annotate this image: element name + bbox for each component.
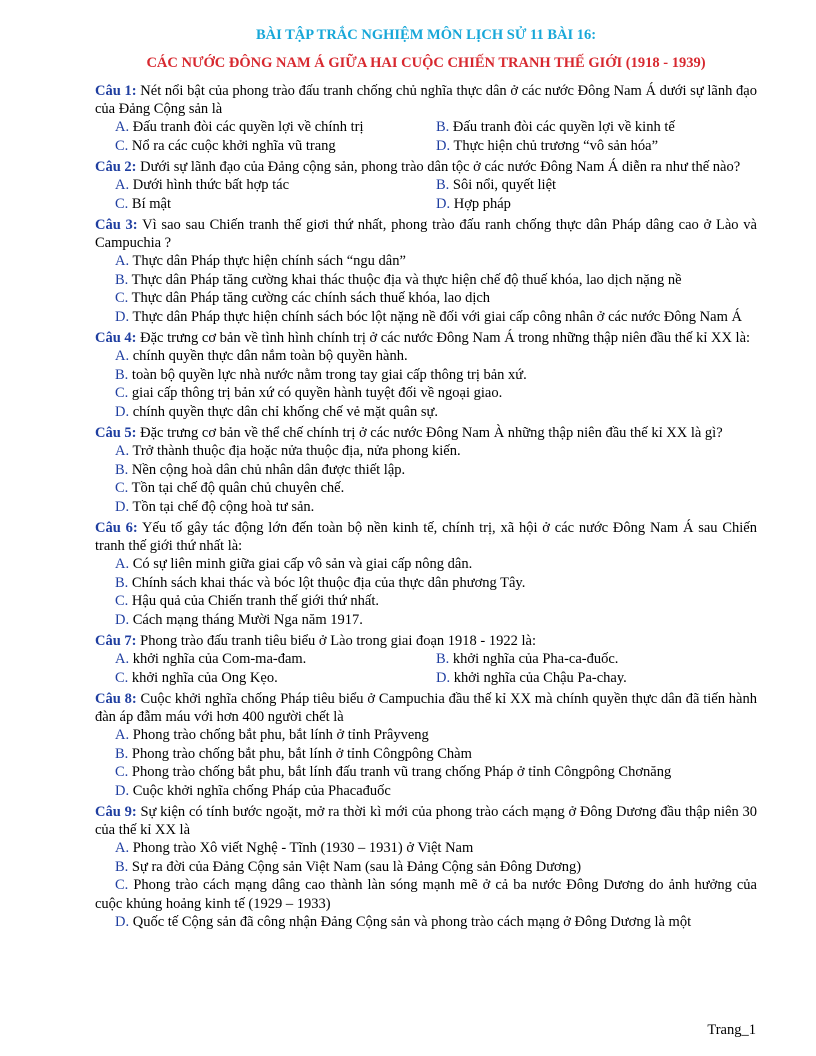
options-row (95, 195, 757, 214)
option-letter: D. (436, 137, 451, 154)
question-6 (95, 519, 757, 555)
options-row (95, 650, 757, 669)
options-row (95, 118, 757, 137)
option-a (95, 726, 757, 745)
option-text: Phong trào chống bắt phu, bắt lính ở tỉnh Côngpông Chàm (128, 745, 472, 762)
options-row (95, 176, 757, 195)
option-text: Thực dân Pháp thực hiện chính sách “ngu dân” (129, 253, 406, 269)
question-label: Câu 1: (95, 83, 137, 99)
option-text: Thực dân Pháp tăng cường khai thác thuộc địa và thực hiện chế độ thuế khóa, lao dịch nặng nề (128, 271, 682, 288)
option-letter: A. (115, 651, 130, 667)
option-d (95, 782, 757, 801)
option-text: chính quyền thực dân chỉ khống chế vẻ mặt quân sự. (129, 403, 438, 420)
option-letter: D. (436, 195, 451, 212)
option-text: Thực hiện chủ trương “vô sản hóa” (450, 137, 659, 154)
option-text: Thực dân Pháp thực hiện chính sách bóc lột nặng nề đối với giai cấp công nhân ở các nước Đông Nam Á (129, 308, 742, 325)
option-letter: D. (115, 403, 130, 420)
option-letter: C. (115, 195, 129, 212)
question-label: Câu 7: (95, 633, 137, 649)
option-letter: B. (115, 858, 129, 875)
document-title: BÀI TẬP TRẮC NGHIỆM MÔN LỊCH SỬ 11 BÀI 16: (255, 27, 597, 43)
option-text: Cuộc khởi nghĩa chống Pháp của Phacađuốc (129, 782, 391, 799)
question-text: Đặc trưng cơ bản về tình hình chính trị ở các nước Đông Nam Á trong những thập niên đầu thế kỉ XX là: (136, 330, 751, 346)
option-a (115, 118, 436, 137)
question-1 (95, 82, 757, 118)
question-text: Vì sao sau Chiến tranh thế giơi thứ nhất, phong trào đấu ranh chống thực dân Pháp dâng cao ở Lào và Campuchia ? (95, 217, 757, 251)
question-text: Cuộc khởi nghĩa chống Pháp tiêu biểu ở Campuchia đầu thế kỉ XX mà chính quyền thực dân đã tiến hành đàn áp đẫm máu với hơn 400 người chết là (95, 691, 757, 725)
options-row (95, 669, 757, 688)
option-text: Phong trào cách mạng dâng cao thành làn sóng mạnh mẽ ở cả ba nước Đông Dương do ảnh hưởng của cuộc khủng hoảng kinh tế (1929 – 1933) (95, 877, 757, 912)
option-letter: B. (115, 574, 129, 591)
option-text: Đấu tranh đòi các quyền lợi về kinh tế (449, 119, 675, 135)
option-letter: A. (115, 727, 130, 743)
option-text: Chính sách khai thác và bóc lột thuộc địa của thực dân phương Tây. (128, 574, 526, 591)
option-a (95, 252, 757, 271)
option-text: Có sự liên minh giữa giai cấp vô sản và giai cấp nông dân. (129, 556, 473, 572)
option-d (436, 137, 757, 156)
question-label: Câu 3: (95, 217, 138, 233)
option-c (95, 763, 757, 782)
options-row (95, 137, 757, 156)
option-letter: D. (115, 498, 130, 515)
option-text: Hậu quả của Chiến tranh thế giới thứ nhất. (128, 593, 379, 609)
option-letter: D. (115, 308, 130, 325)
document-page (95, 24, 757, 932)
option-a (115, 176, 436, 195)
option-letter: C. (115, 480, 129, 496)
option-a (95, 839, 757, 858)
question-text: Yếu tố gây tác động lớn đến toàn bộ nền kinh tế, chính trị, xã hội ở các nước Đông Nam Á sau Chiến tranh thế giới thứ nhất là: (95, 520, 757, 554)
option-letter: C. (115, 593, 129, 609)
option-d (436, 669, 757, 688)
option-letter: C. (115, 669, 129, 686)
option-a (95, 555, 757, 574)
question-9 (95, 803, 757, 839)
option-c (95, 289, 757, 308)
option-text: chính quyền thực dân nắm toàn bộ quyền hành. (129, 348, 408, 364)
option-d (95, 611, 757, 630)
option-c (95, 876, 757, 913)
option-text: Phong trào chống bắt phu, bắt lính đấu tranh vũ trang chống Pháp ở tỉnh Côngpông Chơnăng (128, 764, 672, 780)
option-d (95, 308, 757, 327)
option-a (95, 442, 757, 461)
option-text: Bí mật (128, 195, 171, 212)
option-letter: B. (115, 366, 129, 383)
option-b (436, 650, 757, 669)
question-text: Phong trào đấu tranh tiêu biểu ở Lào trong giai đoạn 1918 - 1922 là: (136, 633, 536, 649)
option-text: khởi nghĩa của Chậu Pa-chay. (450, 669, 627, 686)
option-b (95, 745, 757, 764)
option-text: Trở thành thuộc địa hoặc nửa thuộc địa, nửa phong kiến. (129, 443, 461, 459)
option-b (436, 176, 757, 195)
option-text: toàn bộ quyền lực nhà nước nằm trong tay giai cấp thông trị bản xứ. (128, 366, 527, 383)
option-c (95, 384, 757, 403)
option-letter: B. (115, 745, 129, 762)
option-letter: C. (115, 137, 129, 154)
question-text: Sự kiện có tính bước ngoặt, mở ra thời kì mới của phong trào cách mạng ở Đông Dương đầu thập niên 30 của thế kỉ XX là (95, 804, 757, 838)
question-8 (95, 690, 757, 726)
question-label: Câu 6: (95, 520, 138, 536)
option-letter: A. (115, 443, 130, 459)
option-b (436, 118, 757, 137)
option-text: Cách mạng tháng Mười Nga năm 1917. (129, 611, 363, 628)
option-text: khởi nghĩa của Ong Kẹo. (128, 669, 278, 686)
option-c (95, 592, 757, 611)
option-b (95, 461, 757, 480)
option-d (95, 913, 757, 932)
option-b (95, 271, 757, 290)
option-text: Sôi nổi, quyết liệt (449, 177, 557, 193)
option-letter: A. (115, 119, 130, 135)
question-text: Nét nổi bật của phong trào đấu tranh chống chủ nghĩa thực dân ở các nước Đông Nam Á dưới sự lãnh đạo của Đảng Cộng sản là (95, 83, 757, 117)
option-text: Hợp pháp (450, 195, 511, 212)
question-3 (95, 216, 757, 252)
option-text: giai cấp thông trị bản xứ có quyền hành tuyệt đối về ngoại giao. (128, 385, 503, 401)
option-text: Dưới hình thức bất hợp tác (129, 177, 290, 193)
option-letter: A. (115, 177, 130, 193)
option-text: Nền cộng hoà dân chủ nhân dân được thiết lập. (128, 461, 406, 478)
option-letter: A. (115, 253, 130, 269)
option-text: Thực dân Pháp tăng cường các chính sách thuế khóa, lao dịch (128, 290, 491, 306)
question-text: Dưới sự lãnh đạo của Đảng cộng sản, phong trào dân tộc ở các nước Đông Nam Á diễn ra như thế nào? (136, 159, 741, 175)
option-a (115, 650, 436, 669)
question-5 (95, 424, 757, 442)
option-letter: A. (115, 556, 130, 572)
option-letter: B. (436, 177, 450, 193)
option-letter: A. (115, 348, 130, 364)
option-letter: A. (115, 840, 130, 856)
option-text: Phong trào chống bắt phu, bắt lính ở tỉnh Prâyveng (129, 727, 429, 743)
option-d (95, 403, 757, 422)
question-text: Đặc trưng cơ bản về thể chế chính trị ở các nước Đông Nam À những thập niên đầu thế kỉ XX là gì? (136, 425, 723, 441)
option-text: Quốc tế Cộng sản đã công nhận Đảng Cộng sản và phong trào cách mạng ở Đông Dương là một (129, 914, 692, 930)
option-letter: D. (436, 669, 451, 686)
question-4 (95, 329, 757, 347)
option-c (115, 137, 436, 156)
option-letter: C. (115, 764, 129, 780)
option-letter: C. (115, 385, 129, 401)
option-b (95, 858, 757, 877)
option-letter: D. (115, 611, 130, 628)
option-d (436, 195, 757, 214)
option-text: Nổ ra các cuộc khởi nghĩa vũ trang (128, 137, 336, 154)
option-c (95, 479, 757, 498)
option-b (95, 366, 757, 385)
option-text: Tồn tại chế độ cộng hoà tư sản. (129, 498, 315, 515)
option-letter: C. (115, 877, 129, 893)
option-c (115, 669, 436, 688)
question-7 (95, 632, 757, 650)
document-subtitle: CÁC NƯỚC ĐÔNG NAM Á GIỮA HAI CUỘC CHIẾN TRANH THẾ GIỚI (1918 - 1939) (146, 55, 706, 71)
option-text: Sự ra đời của Đảng Cộng sản Việt Nam (sau là Đảng Cộng sản Đông Dương) (128, 858, 582, 875)
option-text: Phong trào Xô viết Nghệ - Tĩnh (1930 – 1931) ở Việt Nam (129, 840, 474, 856)
question-label: Câu 8: (95, 691, 137, 707)
page-number: Trang_1 (707, 1022, 756, 1038)
option-letter: C. (115, 290, 129, 306)
option-a (95, 347, 757, 366)
option-text: khởi nghĩa của Com-ma-đam. (129, 651, 307, 667)
option-letter: B. (436, 651, 450, 667)
option-text: Tồn tại chế độ quân chủ chuyên chế. (128, 480, 345, 496)
option-b (95, 574, 757, 593)
option-text: khởi nghĩa của Pha-ca-đuốc. (449, 651, 619, 667)
option-letter: B. (436, 119, 450, 135)
question-label: Câu 2: (95, 159, 137, 175)
question-label: Câu 9: (95, 804, 137, 820)
question-label: Câu 4: (95, 330, 137, 346)
option-d (95, 498, 757, 517)
option-letter: D. (115, 782, 130, 799)
option-letter: D. (115, 914, 130, 930)
option-letter: B. (115, 271, 129, 288)
question-label: Câu 5: (95, 425, 137, 441)
option-text: Đấu tranh đòi các quyền lợi về chính trị (129, 119, 364, 135)
option-c (115, 195, 436, 214)
question-2 (95, 158, 757, 176)
option-letter: B. (115, 461, 129, 478)
